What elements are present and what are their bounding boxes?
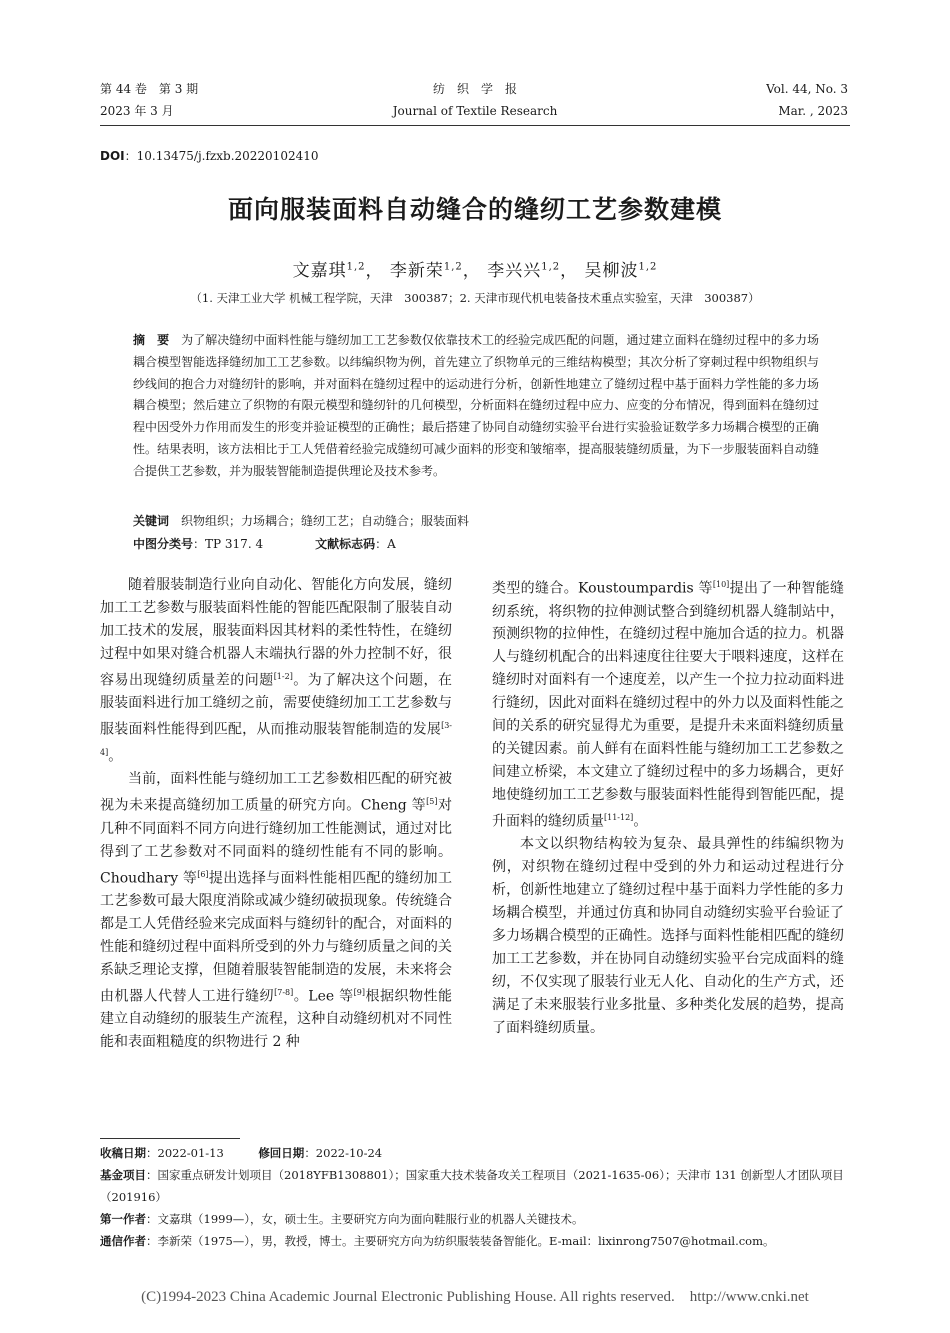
keywords-text: 织物组织；力场耦合；缝纫工艺；自动缝合；服装面料: [181, 514, 470, 528]
first-author-label: 第一作者: [100, 1212, 146, 1226]
text-run: 。Lee 等: [293, 988, 354, 1005]
doi-value: ：10.13475/j.fzxb.20220102410: [124, 149, 319, 163]
text-run: 当前，面料性能与缝纫加工工艺参数相匹配的研究被视为未来提高缝纫加工质量的研究方向。Cheng 等: [100, 771, 452, 814]
citation[interactable]: [7-8]: [274, 987, 294, 997]
copyright-footer: (C)1994-2023 China Academic Journal Electronic Publishing House. All rights reserved. http://www.cnki.net: [141, 1289, 809, 1305]
author-name: 李新荣: [389, 261, 444, 281]
fund-value: ：国家重点研发计划项目（2018YFB1308801）；国家重大技术装备攻关工程项目（2021-1635-06）；天津市 131 创新型人才团队项目（201916）: [100, 1168, 844, 1204]
journal-name-en: Journal of Textile Research: [392, 104, 558, 118]
author-list: [0, 256, 950, 281]
abstract-text: 为了解决缝纫中面料性能与缝纫加工工艺参数仅依靠技术工的经验完成匹配的问题，通过建立面料在缝纫过程中的多力场耦合模型智能选择缝纫加工工艺参数。以纬编织物为例，首先建立了织物单元的三维结构模型；其次分析了穿刺过程中织物组织与纱线间的抱合力对缝纫针的影响，并对面料在缝纫过程中的运动进行分析，创新性地建立了缝纫过程中基于面料力学性能的多力场耦合模型；然后建立了织物的有限元模型和缝纫针的几何模型，分析面料在缝纫过程中应力、应变的分布情况，得到面料在缝纫过程中因受外力作用而发生的形变并验证模型的正确性；最后搭建了协同自动缝纫实验平台进行实验验证数学多力场耦合模型的正确性。结果表明，该方法相比于工人凭借着经验完成缝纫可减少面料的形变和皱缩率，提高服装缝纫质量，为下一步服装面料自动缝合提供工艺参数，并为服装智能制造提供理论及技术参考。: [133, 333, 819, 478]
citation[interactable]: [5]: [426, 797, 438, 807]
text-run: 本文以织物结构较为复杂、最具弹性的纬编织物为例，对织物在缝纫过程中受到的外力和运动过程进行分析，创新性地建立了缝纫过程中基于面料力学性能的多力场耦合模型，并通过仿真和协同自动缝纫实验平台验证了多力场耦合模型的正确性。选择与面料性能相匹配的缝纫加工工艺参数，并在协同自动缝纫实验平台完成面料的缝纫，不仅实现了服装行业无人化、自动化的生产方式，还满足了未来服装行业多批量、多种类化发展的趋势，提高了面料缝纫质量。: [492, 836, 844, 1036]
journal-name-cn: 纺 织 学 报: [432, 82, 517, 96]
corresponding-value: ：李新荣（1975—），男，教授，博士。主要研究方向为纺织服装装备智能化。E-mail：lixinrong7507@hotmail.com。: [146, 1234, 775, 1248]
received-value: ：2022-01-13: [146, 1146, 224, 1160]
footnote-divider: [100, 1138, 240, 1139]
text-run: 。: [108, 748, 123, 765]
revised-label: 修回日期: [258, 1146, 305, 1160]
abstract: [133, 330, 819, 483]
citation[interactable]: [1-2]: [273, 671, 293, 681]
issue-date: 2023 年 3 月: [100, 104, 174, 118]
affiliations: （1. 天津工业大学 机械工程学院，天津 300387；2. 天津市现代机电装备技术重点实验室，天津 300387）: [190, 291, 760, 305]
author-name: 文嘉琪: [292, 261, 347, 281]
clc-value: ：TP 317. 4: [193, 537, 264, 551]
citation[interactable]: [10]: [712, 580, 730, 589]
received-label: 收稿日期: [100, 1146, 146, 1160]
text-run: 对几种不同面料不同方向进行缝纫加工性能测试，通过对比得到了工艺参数对不同面料的缝纫性能有不同的影响。Choudhary 等: [100, 797, 453, 887]
volume-issue-en: Vol. 44, No. 3: [766, 82, 848, 96]
text-run: 。: [633, 813, 648, 830]
revised-value: ：2022-10-24: [304, 1146, 383, 1160]
citation[interactable]: [6]: [197, 869, 209, 879]
doc-code-label: 文献标志码: [315, 537, 376, 551]
clc-label: 中图分类号: [133, 537, 194, 551]
doi-label: DOI: [100, 149, 125, 163]
keywords: [133, 512, 469, 529]
author-affiliation-mark: 1,2: [443, 261, 463, 273]
author-affiliation-mark: 1,2: [541, 261, 561, 273]
paragraph: [492, 833, 844, 1039]
fund-label: 基金项目: [100, 1168, 146, 1182]
author-name: 吴柳波: [584, 261, 639, 281]
paper-title: 面向服装面料自动缝合的缝纫工艺参数建模: [227, 195, 722, 224]
text-run: 随着服装制造行业向自动化、智能化方向发展，缝纫加工工艺参数与服装面料性能的智能匹配限制了服装自动加工技术的发展，服装面料因其材料的柔性特性，在缝纫过程中如果对缝合机器人末端执行器的外力控制不好，很容易出现缝纫质量差的问题: [100, 577, 452, 689]
keywords-label: 关键词: [133, 514, 170, 528]
citation[interactable]: [3-4]: [100, 721, 452, 757]
citation[interactable]: [9]: [353, 987, 365, 997]
citation[interactable]: [11-12]: [604, 812, 634, 822]
doc-code-value: ：A: [375, 537, 396, 551]
author-separator: ，: [365, 261, 384, 281]
abstract-label: 摘 要: [133, 333, 170, 347]
text-run: 类型的缝合。Koustoumpardis 等: [492, 580, 713, 597]
author-affiliation-mark: 1,2: [346, 261, 366, 273]
corresponding-label: 通信作者: [100, 1234, 146, 1248]
footnote-first-author: [100, 1208, 850, 1230]
classification: [133, 535, 396, 552]
text-run: 提出选择与面料性能相匹配的缝纫加工工艺参数可最大限度消除或减少缝纫破损现象。传统缝合都是工人凭借经验来完成面料与缝纫针的配合，对面料的性能和缝纫过程中面料所受到的外力与缝纫质量之间的关系缺乏理论支撑，但随着服装智能制造的发展，未来将会由机器人代替人工进行缝纫: [100, 870, 452, 1005]
header-divider: [100, 125, 850, 126]
footnote-corresponding-author: [100, 1230, 850, 1252]
doi: [100, 147, 319, 164]
volume-issue: 第 44 卷 第 3 期: [100, 82, 199, 96]
body-column-right: [492, 574, 844, 1039]
author-name: 李兴兴: [487, 261, 542, 281]
first-author-value: ：文嘉琪（1999—），女，硕士生。主要研究方向为面向鞋服行业的机器人关键技术。: [146, 1212, 584, 1226]
paragraph: [492, 574, 844, 833]
text-run: 。为了解决这个问题，在服装面料进行加工缝纫之前，需要使缝纫加工工艺参数与服装面料性能得到匹配，从而推动服装智能制造的发展: [100, 672, 453, 738]
issue-date-en: Mar. , 2023: [778, 104, 848, 118]
footnote-dates: [100, 1142, 850, 1164]
text-run: 提出了一种智能缝纫系统，将织物的拉伸测试整合到缝纫机器人缝制站中，预测织物的拉伸性，在缝纫过程中施加合适的拉力。机器人与缝纫机配合的出料速度往往要大于喂料速度，这样在缝纫时对面料有一个速度差，以产生一个拉力拉动面料进行缝纫，因此对面料在缝纫过程中的外力以及面料性能之间的关系的研究显得尤为重要，是提升未来面料缝纫质量的关键因素。前人鲜有在面料性能与缝纫加工工艺参数之间建立桥梁，本文建立了缝纫过程中的多力场耦合，更好地使缝纫加工工艺参数与服装面料性能得到智能匹配，提升面料的缝纫质量: [492, 580, 844, 830]
body-column-left: [100, 574, 452, 1054]
paragraph: [100, 768, 452, 1054]
author-separator: ，: [462, 261, 481, 281]
header-right: [766, 78, 848, 122]
author-separator: ，: [560, 261, 579, 281]
author-affiliation-mark: 1,2: [638, 261, 658, 273]
paragraph: [100, 574, 452, 768]
text-run: 根据织物性能建立自动缝纫的服装生产流程，这种自动缝纫机对不同性能和表面粗糙度的织物进行 2 种: [100, 988, 453, 1051]
footnote-funding: [100, 1164, 850, 1208]
